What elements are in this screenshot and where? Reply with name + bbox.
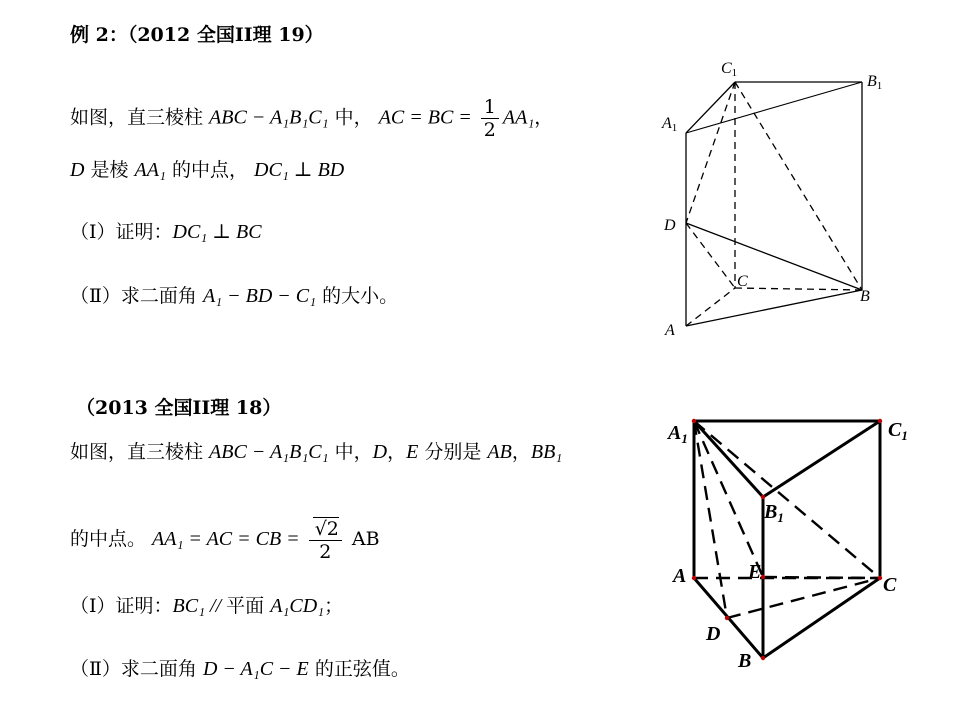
ex2-prism-expr: ABC − A₁B₁C₁ [209, 441, 329, 463]
ex2-part1-label: （Ⅰ）证明： [70, 595, 173, 617]
ex2-segment-bb1: BB₁ [530, 441, 563, 463]
ex1-frac-den: 2 [483, 119, 496, 141]
ex1-line1-post: ， [534, 106, 554, 129]
fig1-label-c1: C1 [721, 60, 738, 79]
ex2-point-d: D [372, 441, 388, 463]
ex1-line2-t2: 的中点， [165, 159, 248, 181]
ex2-line2-pre: 的中点。 [70, 528, 153, 550]
ex1-line1-mid: 中， [328, 106, 373, 129]
ex2-part1-expr2: A₁CD₁ [270, 595, 325, 617]
fig2-label-b1: $B_1$ [764, 501, 784, 525]
ex1-frac-num: 1 [481, 96, 499, 119]
fig2-label-b: B [738, 650, 752, 672]
ex1-part2-expr: A₁ − BD − C₁ [202, 285, 317, 307]
fig2-label-a1: $A_1$ [668, 422, 688, 446]
fig1-label-d: D [664, 217, 676, 234]
ex2-frac-num: √2 [309, 517, 342, 541]
ex1-point-d: D [70, 159, 85, 181]
fig2-label-e: E [748, 561, 762, 583]
ex2-part2-post: 的正弦值。 [308, 658, 410, 680]
ex2-part1-plane: 平面 [226, 595, 271, 617]
ex2-part2-label: （Ⅱ）求二面角 [70, 658, 203, 680]
ex1-part2-post: 的大小。 [316, 285, 399, 307]
ex2-line1-t2: ， [387, 441, 407, 463]
ex2-equation: AA₁ = AC = CB = [152, 528, 305, 550]
ex1-part1-label: （Ⅰ）证明： [70, 221, 173, 243]
ex1-part2-label: （Ⅱ）求二面角 [70, 285, 203, 307]
fig2-label-d: D [706, 623, 721, 645]
ex1-part1-expr: DC₁ ⊥ BC [172, 221, 262, 243]
example1-header: 例 2：（2012 全国II理 19） [70, 24, 324, 46]
ex1-prism-expr: ABC − A₁B₁C₁ [209, 106, 329, 129]
ex1-eq-left: AC = BC = [378, 106, 477, 129]
ex2-part2-expr: D − A₁C − E [202, 658, 309, 680]
ex2-part1-post: ； [324, 595, 344, 617]
ex2-segment-ab: AB [487, 441, 512, 463]
fig1-label-a1: A1 [662, 115, 678, 134]
example2-header: （2013 全国II理 18） [76, 397, 282, 419]
ex1-edge-aa1: AA₁ [134, 159, 166, 181]
ex2-line1-t4: ， [511, 441, 531, 463]
ex2-point-e: E [406, 441, 419, 463]
fig2-label-c1: $C_1$ [888, 419, 908, 443]
ex1-eq-right: AA₁ [502, 106, 535, 129]
fig1-label-b1: B1 [867, 73, 883, 92]
fig1-label-b: B [860, 288, 870, 305]
ex2-part1-expr1: BC₁ // [172, 595, 227, 617]
fig1-label-a: A [665, 322, 675, 339]
ex2-line1-t1: 中， [328, 441, 373, 463]
ex1-line2-t1: 是棱 [84, 159, 135, 181]
ex2-line1-t3: 分别是 [418, 441, 488, 463]
fig1-label-c: C [737, 273, 748, 290]
ex2-line2-post: AB [345, 528, 380, 550]
fig2-label-a: A [673, 565, 687, 587]
ex1-line1-pre: 如图，直三棱柱 [70, 106, 210, 129]
fig2-label-c: C [883, 574, 897, 596]
ex1-condition: DC₁ ⊥ BD [254, 159, 345, 181]
ex2-line1-pre: 如图，直三棱柱 [70, 441, 210, 463]
ex2-frac-den: 2 [319, 541, 332, 563]
